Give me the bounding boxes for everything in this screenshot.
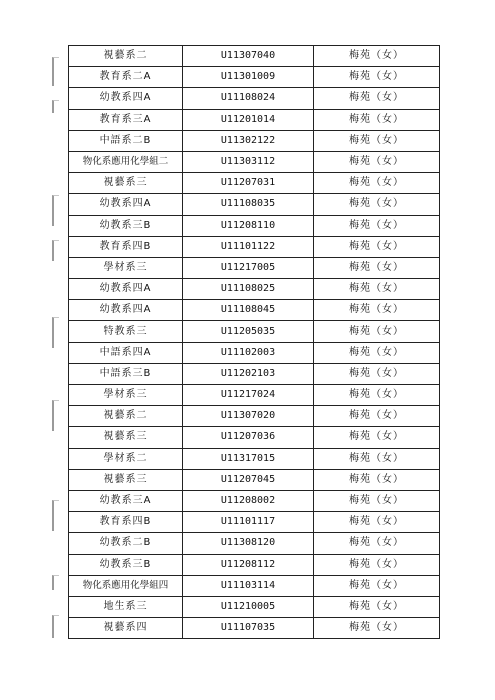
binding-mark <box>52 240 59 261</box>
binding-mark <box>52 100 59 113</box>
department-cell: 幼教系三A <box>69 490 183 511</box>
student-id-cell: U11303112 <box>183 151 314 172</box>
student-id-cell: U11201014 <box>183 109 314 130</box>
department-cell: 教育系四B <box>69 236 183 257</box>
student-id-cell: U11210005 <box>183 596 314 617</box>
table-row <box>69 406 440 427</box>
student-id-cell: U11317015 <box>183 448 314 469</box>
dormitory-cell: 梅苑（女） <box>314 257 440 278</box>
binding-mark <box>52 500 59 531</box>
dormitory-cell: 梅苑（女） <box>314 279 440 300</box>
department-cell: 教育系四B <box>69 512 183 533</box>
department-cell: 視藝系三 <box>69 427 183 448</box>
table-row <box>69 130 440 151</box>
department-cell: 教育系三A <box>69 109 183 130</box>
table-row <box>69 596 440 617</box>
table-row <box>69 67 440 88</box>
table-row <box>69 512 440 533</box>
department-cell: 幼教系三B <box>69 215 183 236</box>
student-id-cell: U11101122 <box>183 236 314 257</box>
department-cell: 視藝系二 <box>69 406 183 427</box>
dormitory-cell: 梅苑（女） <box>314 194 440 215</box>
student-id-cell: U11205035 <box>183 321 314 342</box>
dormitory-cell: 梅苑（女） <box>314 215 440 236</box>
dormitory-cell: 梅苑（女） <box>314 300 440 321</box>
student-id-cell: U11108025 <box>183 279 314 300</box>
table-row <box>69 363 440 384</box>
table-row <box>69 46 440 67</box>
student-id-cell: U11208112 <box>183 554 314 575</box>
department-cell: 地生系三 <box>69 596 183 617</box>
dormitory-cell: 梅苑（女） <box>314 554 440 575</box>
department-cell: 學材系三 <box>69 257 183 278</box>
department-cell: 視藝系四 <box>69 618 183 639</box>
student-id-cell: U11102003 <box>183 342 314 363</box>
dormitory-cell: 梅苑（女） <box>314 173 440 194</box>
student-id-cell: U11207036 <box>183 427 314 448</box>
department-cell: 幼教系三B <box>69 554 183 575</box>
table-row <box>69 151 440 172</box>
dormitory-cell: 梅苑（女） <box>314 109 440 130</box>
student-id-cell: U11307020 <box>183 406 314 427</box>
department-cell: 幼教系四A <box>69 194 183 215</box>
binding-mark <box>52 317 59 348</box>
dormitory-cell: 梅苑（女） <box>314 469 440 490</box>
dormitory-cell: 梅苑（女） <box>314 321 440 342</box>
dormitory-cell: 梅苑（女） <box>314 575 440 596</box>
dormitory-cell: 梅苑（女） <box>314 130 440 151</box>
table-row <box>69 618 440 639</box>
table-row <box>69 575 440 596</box>
dorm-assignment-table <box>68 45 440 639</box>
table-row <box>69 321 440 342</box>
table-row <box>69 385 440 406</box>
table-row <box>69 490 440 511</box>
student-id-cell: U11307040 <box>183 46 314 67</box>
department-cell: 教育系二A <box>69 67 183 88</box>
dormitory-cell: 梅苑（女） <box>314 406 440 427</box>
table-row <box>69 173 440 194</box>
student-id-cell: U11108045 <box>183 300 314 321</box>
binding-mark <box>52 195 59 226</box>
table-row <box>69 448 440 469</box>
table-row <box>69 215 440 236</box>
binding-mark <box>52 57 59 86</box>
table-row <box>69 427 440 448</box>
dormitory-cell: 梅苑（女） <box>314 236 440 257</box>
dormitory-cell: 梅苑（女） <box>314 618 440 639</box>
table-row <box>69 257 440 278</box>
student-id-cell: U11301009 <box>183 67 314 88</box>
table-row <box>69 194 440 215</box>
table-row <box>69 554 440 575</box>
dormitory-cell: 梅苑（女） <box>314 363 440 384</box>
department-cell: 中語系三B <box>69 363 183 384</box>
dormitory-cell: 梅苑（女） <box>314 88 440 109</box>
table-row <box>69 88 440 109</box>
table-body <box>69 46 440 639</box>
department-cell: 學材系三 <box>69 385 183 406</box>
binding-mark <box>52 575 59 590</box>
binding-margin-marks <box>52 45 58 640</box>
binding-mark <box>52 400 59 431</box>
department-cell: 幼教系四A <box>69 88 183 109</box>
student-id-cell: U11108035 <box>183 194 314 215</box>
dormitory-cell: 梅苑（女） <box>314 427 440 448</box>
dormitory-cell: 梅苑（女） <box>314 448 440 469</box>
table-row <box>69 533 440 554</box>
table-row <box>69 342 440 363</box>
student-id-cell: U11108024 <box>183 88 314 109</box>
department-cell: 學材系二 <box>69 448 183 469</box>
student-id-cell: U11101117 <box>183 512 314 533</box>
dormitory-cell: 梅苑（女） <box>314 151 440 172</box>
department-cell: 幼教系四A <box>69 300 183 321</box>
department-cell: 幼教系四A <box>69 279 183 300</box>
student-id-cell: U11207045 <box>183 469 314 490</box>
department-cell: 視藝系二 <box>69 46 183 67</box>
department-cell: 中語系四A <box>69 342 183 363</box>
dormitory-cell: 梅苑（女） <box>314 342 440 363</box>
student-id-cell: U11217024 <box>183 385 314 406</box>
table-row <box>69 109 440 130</box>
dormitory-cell: 梅苑（女） <box>314 596 440 617</box>
student-id-cell: U11208110 <box>183 215 314 236</box>
department-cell: 特教系三 <box>69 321 183 342</box>
department-cell: 物化系應用化學組四 <box>69 575 183 596</box>
dormitory-cell: 梅苑（女） <box>314 490 440 511</box>
binding-mark <box>52 615 59 638</box>
student-id-cell: U11217005 <box>183 257 314 278</box>
department-cell: 幼教系二B <box>69 533 183 554</box>
dormitory-cell: 梅苑（女） <box>314 385 440 406</box>
table-row <box>69 469 440 490</box>
dormitory-cell: 梅苑（女） <box>314 46 440 67</box>
student-id-cell: U11107035 <box>183 618 314 639</box>
student-id-cell: U11202103 <box>183 363 314 384</box>
department-cell: 視藝系三 <box>69 173 183 194</box>
student-id-cell: U11302122 <box>183 130 314 151</box>
dormitory-cell: 梅苑（女） <box>314 512 440 533</box>
department-cell: 視藝系三 <box>69 469 183 490</box>
table-row <box>69 300 440 321</box>
department-cell: 物化系應用化學組二 <box>69 151 183 172</box>
dormitory-cell: 梅苑（女） <box>314 533 440 554</box>
student-id-cell: U11207031 <box>183 173 314 194</box>
dormitory-cell: 梅苑（女） <box>314 67 440 88</box>
student-id-cell: U11103114 <box>183 575 314 596</box>
table-row <box>69 279 440 300</box>
department-cell: 中語系二B <box>69 130 183 151</box>
student-id-cell: U11208002 <box>183 490 314 511</box>
student-id-cell: U11308120 <box>183 533 314 554</box>
table-row <box>69 236 440 257</box>
